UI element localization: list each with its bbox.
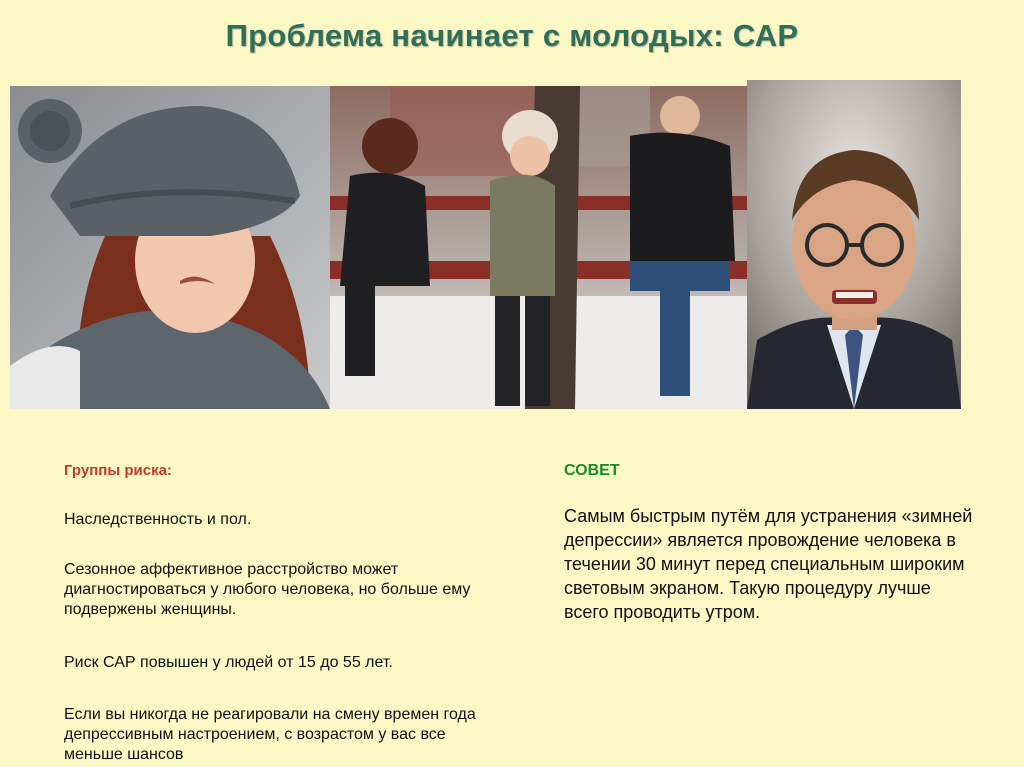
- sad-woman-image: [10, 86, 332, 409]
- risk-item-seasons: Если вы никогда не реагировали на смену времен года депрессивным настроением, с возрастом у вас все меньше шансов: [64, 706, 476, 763]
- sad-woman-photo: [10, 86, 332, 409]
- advice-heading: СОВЕТ: [564, 462, 620, 479]
- risk-groups-heading: Группы риска:: [64, 462, 172, 479]
- winter-park-image: [330, 86, 747, 409]
- advice-text: Самым быстрым путём для устранения «зимней депрессии» является провождение человека в течении 30 минут перед специальным широким световым экраном. Такую процедуру лучше всего проводить утром.: [564, 506, 973, 622]
- angry-man-photo: [747, 80, 961, 409]
- angry-man-image: [747, 80, 961, 409]
- winter-park-photo: [330, 86, 747, 409]
- risk-item-women: Сезонное аффективное расстройство может диагностироваться у любого человека, но больше ему подвержены женщины.: [64, 561, 471, 618]
- slide-title: Проблема начинает с молодых: САР: [225, 18, 799, 53]
- risk-item-heredity: Наследственность и пол.: [64, 511, 252, 528]
- risk-item-age: Риск САР повышен у людей от 15 до 55 лет.: [64, 654, 393, 671]
